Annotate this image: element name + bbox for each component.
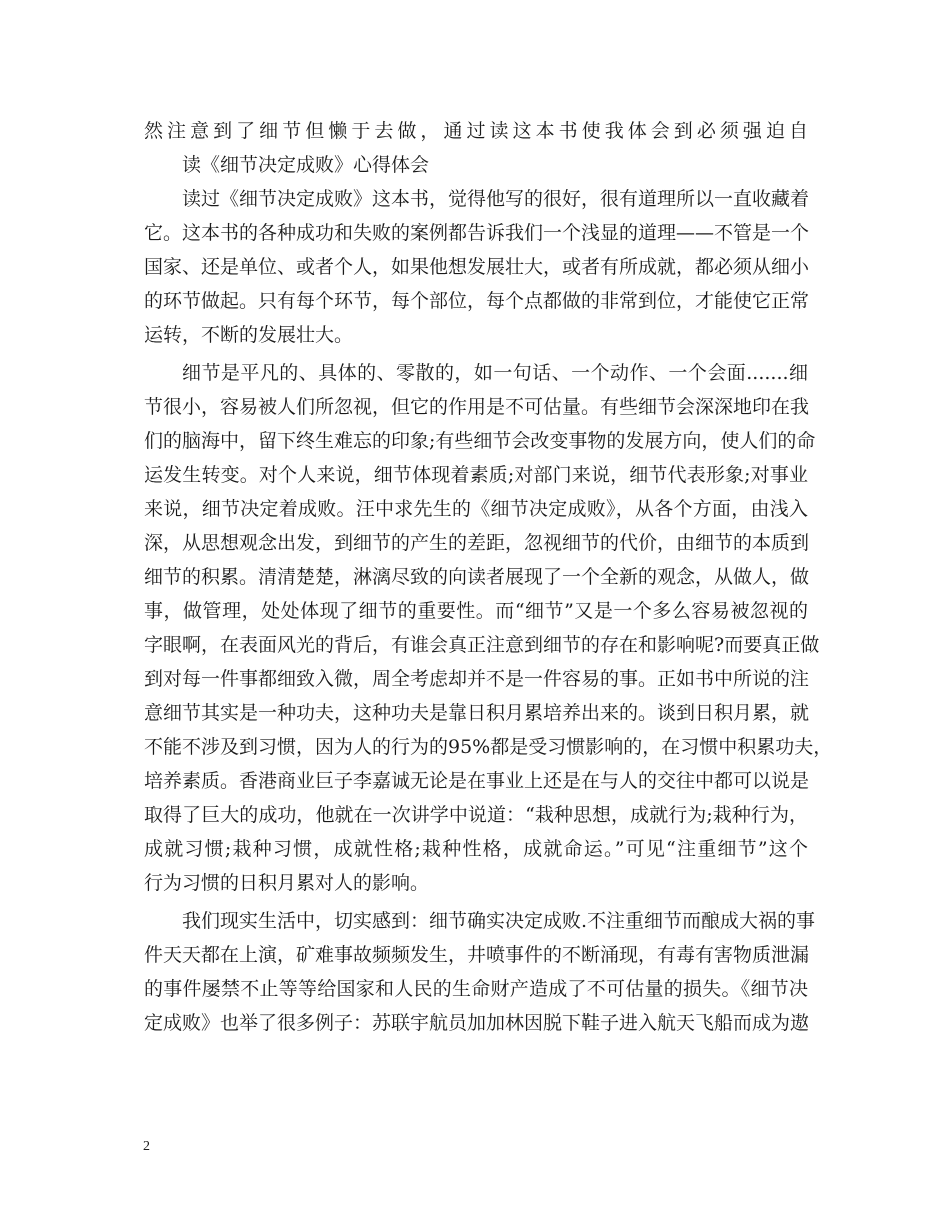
text-line: 培养素质。香港商业巨子李嘉诚无论是在事业上还是在与人的交往中都可以说是 xyxy=(144,770,810,792)
text-line: 取得了巨大的成功，他就在一次讲学中说道：“栽种思想，成就行为;栽种行为， xyxy=(144,804,808,826)
text-line: 细节的积累。清清楚楚，淋漓尽致的向读者展现了一个全新的观念，从做人，做 xyxy=(144,566,810,588)
text-line: 节很小，容易被人们所忽视，但它的作用是不可估量。有些细节会深深地印在我 xyxy=(144,396,810,418)
text-line: 事，做管理，处处体现了细节的重要性。而“细节”又是一个多么容易被忽视的 xyxy=(144,600,808,622)
text-line: 不能不涉及到习惯，因为人的行为的95%都是受习惯影响的，在习惯中积累功夫， xyxy=(144,736,833,758)
text-line: 的事件屡禁不止等等给国家和人民的生命财产造成了不可估量的损失。《细节决 xyxy=(144,978,808,1000)
text-line: 细节是平凡的、具体的、零散的，如一句话、一个动作、一个会面.......细 xyxy=(182,362,808,384)
text-line: 到对每一件事都细致入微，周全考虑却并不是一件容易的事。正如书中所说的注 xyxy=(144,668,810,690)
text-line: 然注意到了细节但懒于去做，通过读这本书使我体会到必须强迫自 xyxy=(144,120,808,142)
text-line: 件天天都在上演，矿难事故频频发生，井喷事件的不断涌现，有毒有害物质泄漏 xyxy=(144,944,810,966)
document-body xyxy=(144,114,833,1040)
text-line: 意细节其实是一种功夫，这种功夫是靠日积月累培养出来的。谈到日积月累，就 xyxy=(144,702,810,724)
text-line: 定成败》也举了很多例子：苏联宇航员加加林因脱下鞋子进入航天飞船而成为遨 xyxy=(144,1012,810,1034)
text-line: 深，从思想观念出发，到细节的产生的差距，忽视细节的代价，由细节的本质到 xyxy=(144,532,810,554)
text-line: 读过《细节决定成败》这本书，觉得他写的很好，很有道理所以一直收藏着 xyxy=(182,188,810,210)
text-line: 来说，细节决定着成败。汪中求先生的《细节决定成败》，从各个方面，由浅入 xyxy=(144,498,808,520)
text-line: 行为习惯的日积月累对人的影响。 xyxy=(144,872,430,894)
text-line: 的环节做起。只有每个环节，每个部位，每个点都做的非常到位，才能使它正常 xyxy=(144,290,810,312)
text-line: 们的脑海中，留下终生难忘的印象;有些细节会改变事物的发展方向，使人们的命 xyxy=(144,430,816,452)
document-heading: 读《细节决定成败》心得体会 xyxy=(182,154,430,176)
text-line: 运转，不断的发展壮大。 xyxy=(144,324,354,346)
text-line: 运发生转变。对个人来说，细节体现着素质;对部门来说，细节代表形象;对事业 xyxy=(144,464,808,486)
text-line: 我们现实生活中，切实感到：细节确实决定成败.不注重细节而酿成大祸的事 xyxy=(182,910,816,932)
text-line: 国家、还是单位、或者个人，如果他想发展壮大，或者有所成就，都必须从细小 xyxy=(144,256,810,278)
text-line: 字眼啊，在表面风光的背后，有谁会真正注意到细节的存在和影响呢?而要真正做 xyxy=(144,634,820,656)
text-line: 它。这本书的各种成功和失败的案例都告诉我们一个浅显的道理——不管是一个 xyxy=(144,222,810,244)
text-line: 成就习惯;栽种习惯，成就性格;栽种性格，成就命运。”可见“注重细节”这个 xyxy=(144,838,808,860)
page-number: 2 xyxy=(143,1139,150,1154)
